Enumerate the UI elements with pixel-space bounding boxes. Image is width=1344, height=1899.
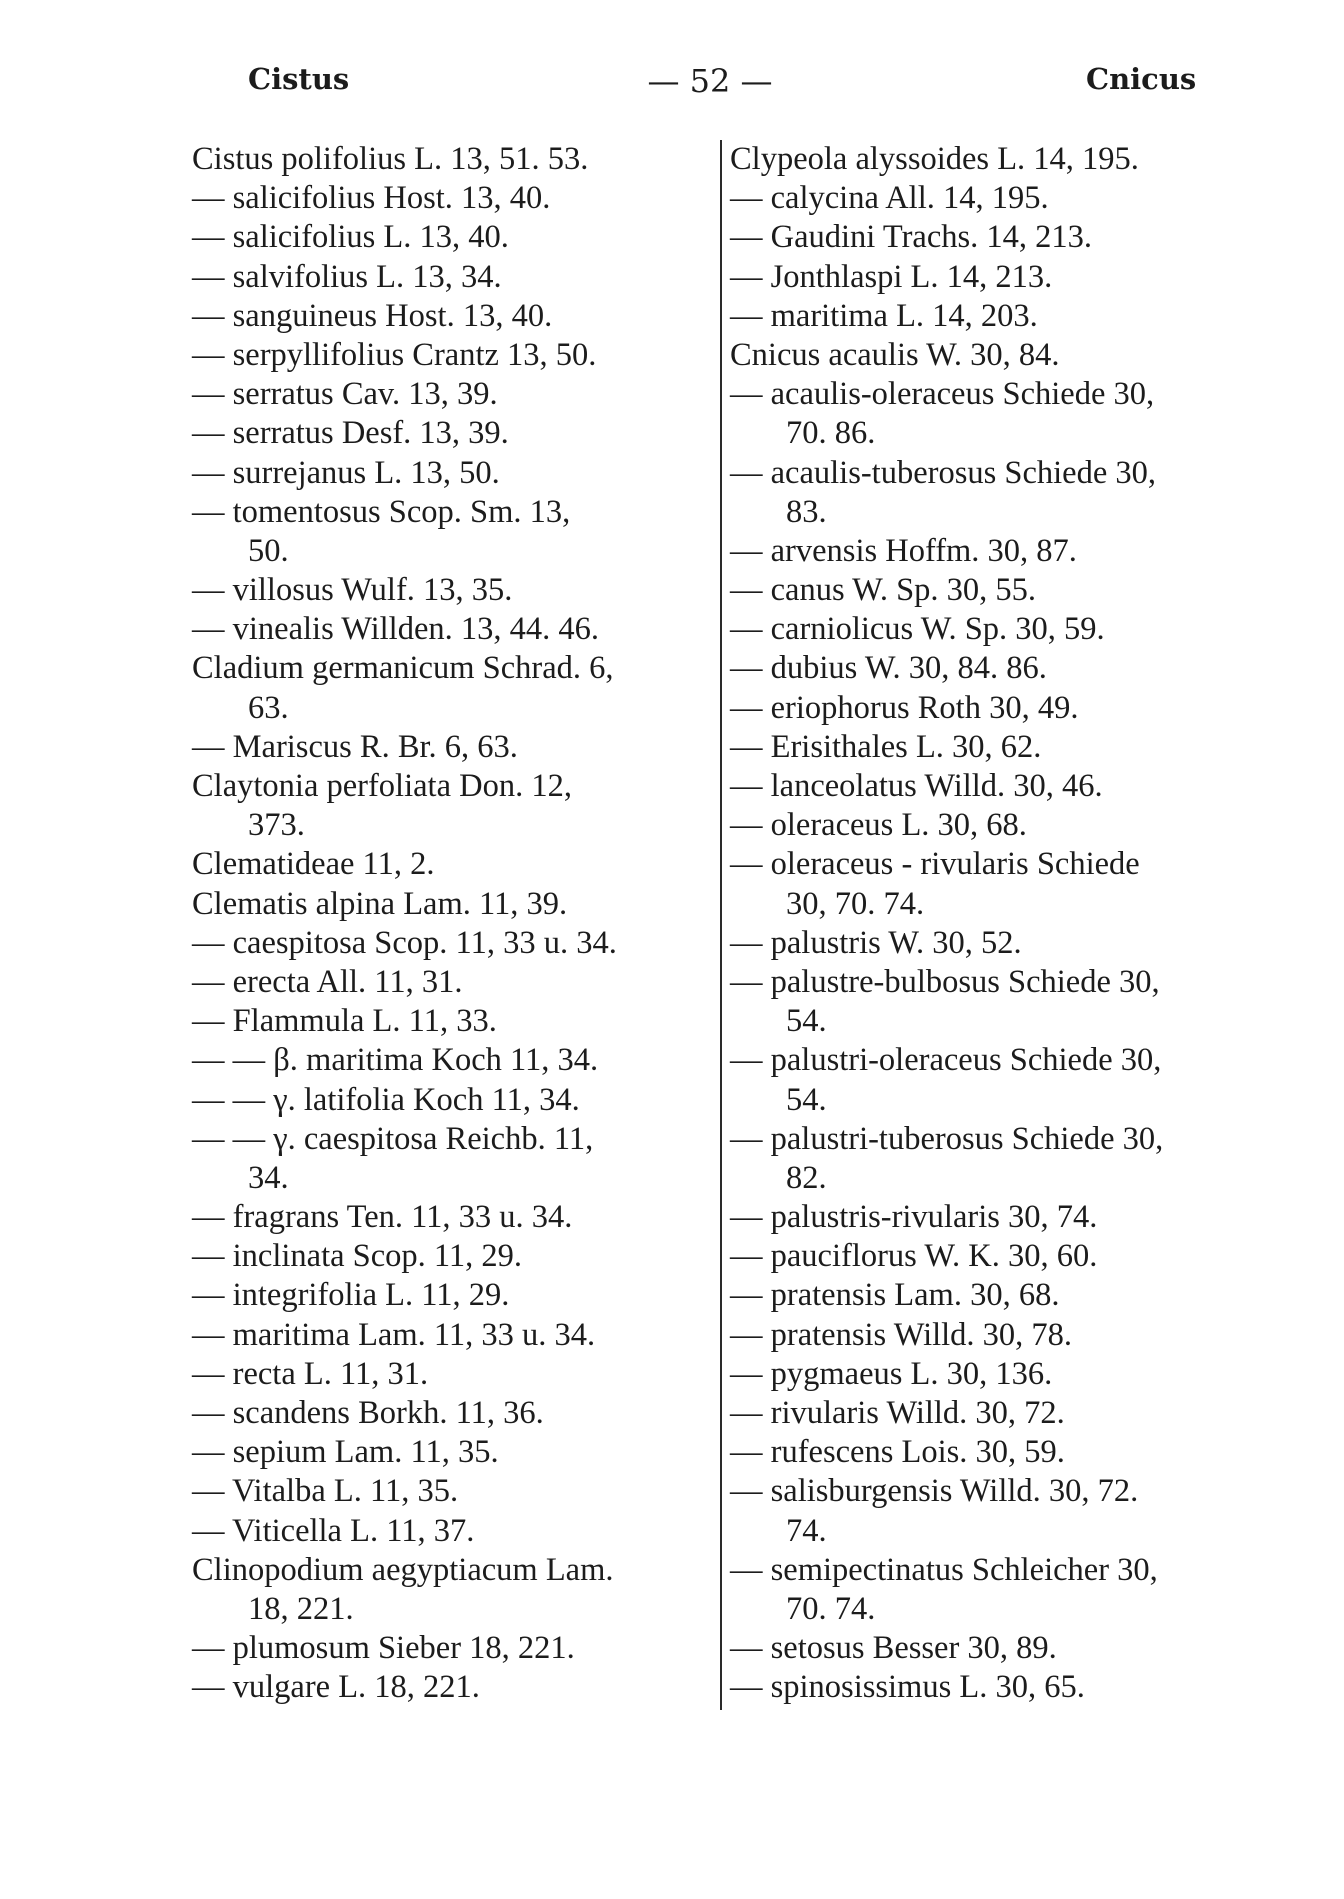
column-divider	[720, 140, 722, 1710]
index-entry: — erecta All. 11, 31.	[192, 963, 463, 1000]
index-entry: — maritima Lam. 11, 33 u. 34.	[192, 1316, 596, 1353]
index-entry: — — γ. caespitosa Reichb. 11,	[192, 1120, 594, 1157]
index-column-right	[730, 140, 1276, 1708]
index-entry: — tomentosus Scop. Sm. 13,	[192, 493, 571, 530]
index-entry: — calycina All. 14, 195.	[730, 180, 1049, 217]
index-entry: — rufescens Lois. 30, 59.	[730, 1434, 1065, 1471]
index-entry: — Viticella L. 11, 37.	[192, 1512, 475, 1549]
index-entry: — plumosum Sieber 18, 221.	[192, 1630, 575, 1667]
index-entry: — oleraceus L. 30, 68.	[730, 807, 1027, 844]
index-entry: Clypeola alyssoides L. 14, 195.	[730, 141, 1139, 177]
index-entry: Clematideae 11, 2.	[192, 846, 435, 883]
index-entry: 34.	[248, 1159, 289, 1196]
index-entry: Claytonia perfoliata Don. 12,	[192, 768, 572, 804]
index-entry: — scandens Borkh. 11, 36.	[192, 1395, 544, 1431]
running-head-right: Cnicus	[1086, 62, 1197, 96]
index-entry: — palustri-tuberosus Schiede 30,	[730, 1120, 1164, 1157]
index-entry: 18, 221.	[248, 1590, 354, 1627]
index-entry: — palustre-bulbosus Schiede 30,	[730, 963, 1160, 1000]
index-entry: — Vitalba L. 11, 35.	[192, 1473, 459, 1510]
index-entry: — eriophorus Roth 30, 49.	[730, 689, 1079, 726]
index-entry: — sepium Lam. 11, 35.	[192, 1434, 499, 1471]
index-entry: — inclinata Scop. 11, 29.	[192, 1238, 523, 1275]
index-entry: Clematis alpina Lam. 11, 39.	[192, 885, 568, 922]
index-entry: — oleraceus - rivularis Schiede	[730, 846, 1140, 883]
index-entry: — arvensis Hoffm. 30, 87.	[730, 532, 1077, 569]
index-entry: 54.	[786, 1081, 827, 1118]
index-entry: — palustris-rivularis 30, 74.	[730, 1199, 1098, 1236]
index-entry: Cnicus acaulis W. 30, 84.	[730, 336, 1060, 373]
index-entry: — acaulis-oleraceus Schiede 30,	[730, 376, 1155, 413]
index-entry: — serpyllifolius Crantz 13, 50.	[192, 336, 597, 373]
index-entry: 74.	[786, 1512, 827, 1549]
index-entry: — pratensis Willd. 30, 78.	[730, 1316, 1073, 1353]
index-entry: — semipectinatus Schleicher 30,	[730, 1551, 1158, 1588]
index-entry: — setosus Besser 30, 89.	[730, 1630, 1057, 1667]
index-entry: — Flammula L. 11, 33.	[192, 1003, 497, 1040]
index-entry: — maritima L. 14, 203.	[730, 297, 1038, 334]
index-entry: 70. 74.	[786, 1590, 876, 1627]
page-number: — 52 —	[647, 62, 773, 100]
index-entry: — Erisithales L. 30, 62.	[730, 728, 1042, 765]
index-entry: — salvifolius L. 13, 34.	[192, 258, 502, 295]
index-entry: — dubius W. 30, 84. 86.	[730, 650, 1047, 687]
index-entry: — vulgare L. 18, 221.	[192, 1669, 480, 1706]
index-entry: — salicifolius Host. 13, 40.	[192, 180, 551, 217]
index-entry: — salisburgensis Willd. 30, 72.	[730, 1473, 1139, 1510]
index-entry: Cladium germanicum Schrad. 6,	[192, 650, 614, 687]
index-entry: 82.	[786, 1159, 827, 1196]
index-entry: 70. 86.	[786, 415, 876, 452]
index-entry: 83.	[786, 493, 827, 530]
index-entry: — sanguineus Host. 13, 40.	[192, 297, 553, 334]
index-entry: — pauciflorus W. K. 30, 60.	[730, 1238, 1098, 1275]
index-entry: — surrejanus L. 13, 50.	[192, 454, 500, 491]
index-entry: — serratus Desf. 13, 39.	[192, 415, 509, 452]
index-entry: — vinealis Willden. 13, 44. 46.	[192, 611, 600, 648]
index-entry: — fragrans Ten. 11, 33 u. 34.	[192, 1199, 573, 1236]
index-entry: 54.	[786, 1003, 827, 1040]
index-entry: — palustri-oleraceus Schiede 30,	[730, 1042, 1162, 1079]
index-entry: Cistus polifolius L. 13, 51. 53.	[192, 141, 589, 177]
running-head-left: Cistus	[248, 62, 350, 96]
index-entry: — palustris W. 30, 52.	[730, 924, 1022, 961]
index-entry: — Gaudini Trachs. 14, 213.	[730, 219, 1093, 256]
index-entry: — villosus Wulf. 13, 35.	[192, 572, 513, 609]
index-entry: — pratensis Lam. 30, 68.	[730, 1277, 1060, 1314]
index-entry: — — β. maritima Koch 11, 34.	[192, 1042, 599, 1079]
index-entry: — Mariscus R. Br. 6, 63.	[192, 728, 518, 765]
index-entry: — rivularis Willd. 30, 72.	[730, 1395, 1065, 1431]
index-entry: — lanceolatus Willd. 30, 46.	[730, 768, 1103, 804]
index-entry: — spinosissimus L. 30, 65.	[730, 1669, 1085, 1706]
index-entry: — canus W. Sp. 30, 55.	[730, 572, 1037, 609]
index-entry: — caespitosa Scop. 11, 33 u. 34.	[192, 924, 617, 961]
index-entry: — integrifolia L. 11, 29.	[192, 1277, 510, 1314]
index-entry: — recta L. 11, 31.	[192, 1355, 429, 1392]
index-entry: — — γ. latifolia Koch 11, 34.	[192, 1081, 580, 1118]
index-entry: — carniolicus W. Sp. 30, 59.	[730, 611, 1105, 648]
index-entry: — acaulis-tuberosus Schiede 30,	[730, 454, 1157, 491]
index-entry: 30, 70. 74.	[786, 885, 925, 922]
index-entry: — pygmaeus L. 30, 136.	[730, 1355, 1053, 1392]
index-entry: — Jonthlaspi L. 14, 213.	[730, 258, 1053, 295]
index-entry: Clinopodium aegyptiacum Lam.	[192, 1551, 614, 1588]
index-entry: 50.	[248, 532, 289, 569]
index-entry: — salicifolius L. 13, 40.	[192, 219, 509, 256]
index-entry: — serratus Cav. 13, 39.	[192, 376, 498, 413]
index-entry: 63.	[248, 689, 289, 726]
index-entry: 373.	[248, 807, 305, 844]
index-column-left	[192, 140, 712, 1708]
